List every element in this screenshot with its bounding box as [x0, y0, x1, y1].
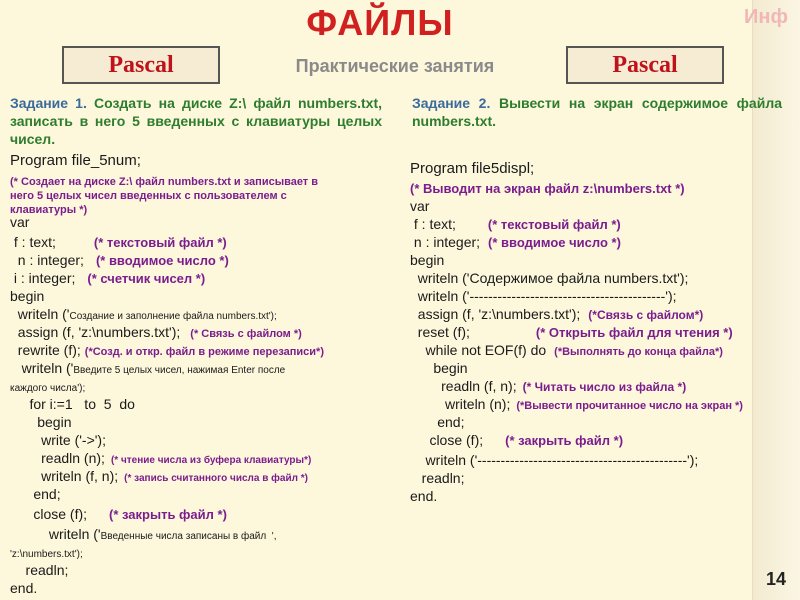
code-line: close (f); (* закрыть файл *): [10, 506, 227, 522]
code-line: (* Выводит на экран файл z:\numbers.txt *): [410, 181, 685, 196]
task-1: [10, 94, 382, 148]
code-line: writeln ('Содержимое файла numbers.txt');: [410, 270, 689, 286]
code-line: Program file5displ;: [410, 160, 535, 177]
task-1-text: Создать на диске Z:\ файл numbers.txt, записать в него 5 введенных с клавиатуры целых чисел.: [10, 95, 382, 147]
code-line: begin: [410, 360, 468, 376]
code-line: readln (f, n); (* Читать число из файла *): [410, 378, 687, 394]
code-line: writeln ('------------------------------------------');: [410, 288, 677, 304]
code-line: каждого числа');: [10, 383, 86, 394]
code-line: assign (f, 'z:\numbers.txt'); (*Связь с файлом*): [410, 306, 704, 322]
code-line: end;: [410, 414, 465, 430]
left-code-listing: [10, 152, 390, 598]
code-line: n : integer; (* вводимое число *): [10, 252, 229, 268]
code-line: begin: [10, 288, 45, 304]
code-line: var: [10, 214, 30, 230]
task-2-label: Задание 2.: [412, 95, 491, 111]
code-line: readln;: [410, 470, 465, 486]
corner-label: Инф: [744, 6, 788, 28]
code-line: readln (n); (* чтение числа из буфера клавиатуры*): [10, 450, 312, 466]
code-line: f : text; (* текстовый файл *): [10, 234, 227, 250]
code-line: begin: [410, 252, 445, 268]
code-line: begin: [10, 414, 72, 430]
code-line: end.: [10, 580, 38, 596]
page-title: ФАЙЛЫ: [306, 2, 454, 43]
subtitle: Практические занятия: [295, 56, 495, 76]
task-2-text: Вывести на экран содержимое файла numbers.txt.: [412, 95, 782, 129]
code-line: reset (f); (* Открыть файл для чтения *): [410, 324, 733, 340]
code-line: Program file_5num;: [10, 152, 141, 169]
code-line: write ('->');: [10, 432, 106, 448]
code-line: 'z:\numbers.txt');: [10, 549, 83, 560]
code-line: end.: [410, 488, 438, 504]
code-line: клавиатуры *): [10, 204, 88, 216]
task-2: [412, 94, 782, 130]
right-code-listing: [410, 160, 750, 520]
code-line: assign (f, 'z:\numbers.txt'); (* Связь с файлом *): [10, 324, 302, 340]
code-line: close (f); (* закрыть файл *): [410, 432, 624, 448]
right-language-box: Pascal: [566, 46, 724, 84]
code-line: (* Создает на диске Z:\ файл numbers.txt и записывает в: [10, 176, 319, 188]
page-number: 14: [765, 569, 786, 589]
code-line: writeln (f, n); (* запись считанного числа в файл *): [10, 468, 308, 484]
task-1-label: Задание 1.: [10, 95, 87, 111]
code-line: writeln (n); (*Вывести прочитанное число на экран *): [410, 396, 743, 412]
code-line: него 5 целых чисел введенных с пользователем с: [10, 190, 287, 202]
code-line: f : text; (* текстовый файл *): [410, 216, 621, 232]
right-decor-band: [752, 0, 800, 600]
code-line: for i:=1 to 5 do: [10, 396, 135, 412]
code-line: end;: [10, 486, 61, 502]
code-line: i : integer; (* счетчик чисел *): [10, 270, 206, 286]
code-line: writeln ('Введенные числа записаны в файл ',: [10, 526, 277, 542]
code-line: while not EOF(f) do (*Выполнять до конца файла*): [410, 342, 723, 358]
code-line: n : integer; (* вводимое число *): [410, 234, 621, 250]
code-line: var: [410, 198, 430, 214]
code-line: writeln ('---------------------------------------------');: [410, 452, 699, 468]
code-line: rewrite (f); (*Созд. и откр. файл в режиме перезаписи*): [10, 342, 324, 358]
code-line: writeln ('Введите 5 целых чисел, нажимая Enter после: [10, 360, 286, 376]
left-language-box: Pascal: [62, 46, 220, 84]
code-line: readln;: [10, 562, 69, 578]
code-line: writeln ('Создание и заполнение файла numbers.txt');: [10, 306, 277, 322]
